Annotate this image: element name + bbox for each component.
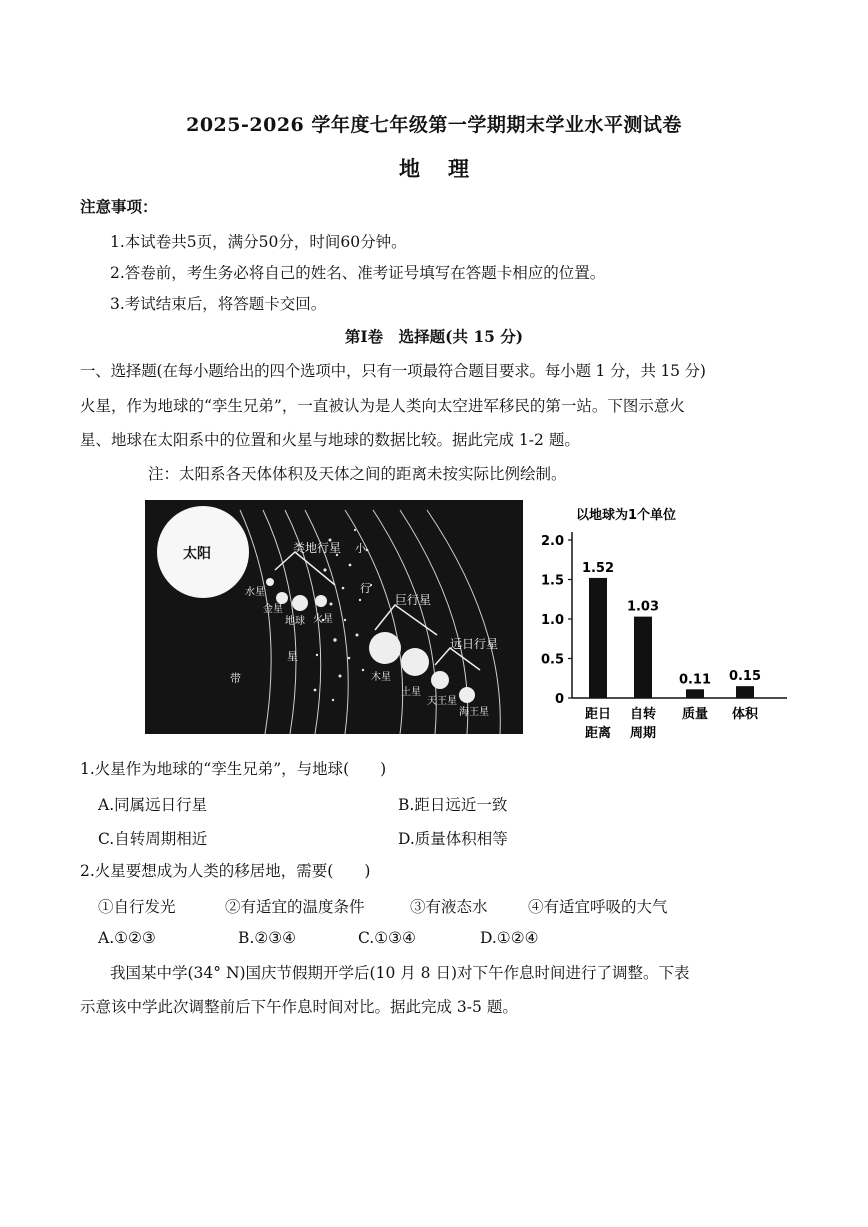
q1-option-b[interactable]: B.距日远近一致 xyxy=(398,796,508,814)
belt-label-3: 星 xyxy=(287,650,298,663)
mars-earth-bar-chart xyxy=(532,495,792,745)
chart-bar xyxy=(686,689,704,698)
sun-label: 太阳 xyxy=(183,546,211,562)
exam-title: 2025-2026 学年度七年级第一学期期末学业水平测试卷 xyxy=(186,114,682,136)
chart-bar xyxy=(736,686,754,698)
solar-system-figure xyxy=(145,500,523,734)
q1-stem: 1.火星作为地球的“孪生兄弟”，与地球( ) xyxy=(80,760,387,778)
subject-title xyxy=(0,153,868,183)
q2-option-d[interactable]: D.①②④ xyxy=(480,929,539,947)
q2-stem: 2.火星要想成为人类的移居地，需要( ) xyxy=(80,862,371,880)
mercury-label: 水星 xyxy=(245,587,265,598)
q2-choice-4: ④有适宜呼吸的大气 xyxy=(528,898,668,916)
subject-char-1: 地 xyxy=(399,156,420,181)
chart-category-label: 距日 xyxy=(584,707,612,722)
chart-y-tick-label: 1.0 xyxy=(540,613,564,628)
chart-y-tick-label: 1.5 xyxy=(540,573,564,589)
chart-data-label: 0.15 xyxy=(728,669,762,685)
belt-label-1: 小 xyxy=(355,542,366,555)
q2-choice-3: ③有液态水 xyxy=(410,898,488,916)
passage2-line-1: 我国某中学(34° N)国庆节假期开学后(10 月 8 日)对下午作息时间进行了调整。下表 xyxy=(110,964,690,982)
chart-data-label: 1.52 xyxy=(581,560,615,576)
chart-category-label: 自转 xyxy=(629,707,657,722)
q2-option-b[interactable]: B.②③④ xyxy=(238,929,297,947)
chart-bar xyxy=(634,617,652,698)
q2-option-c[interactable]: C.①③④ xyxy=(358,929,416,947)
chart-data-label: 0.11 xyxy=(678,672,712,688)
chart-bar xyxy=(589,578,607,698)
passage-line-2: 星、地球在太阳系中的位置和火星与地球的数据比较。据此完成 1-2 题。 xyxy=(80,431,580,449)
jupiter-label: 木星 xyxy=(371,672,391,683)
chart-category-label: 质量 xyxy=(681,707,709,722)
note-item-1: 1.本试卷共5页，满分50分，时间60分钟。 xyxy=(110,233,407,251)
far-label: 远日行星 xyxy=(450,637,499,651)
uranus-label: 天王星 xyxy=(427,696,457,707)
chart-category-label: 体积 xyxy=(731,707,759,722)
chart-y-tick-label: 0.5 xyxy=(540,652,564,668)
chart-category-label-line2: 周期 xyxy=(629,726,657,741)
figure-note: 注：太阳系各天体体积及天体之间的距离未按实际比例绘制。 xyxy=(148,465,567,483)
notes-heading: 注意事项： xyxy=(80,197,158,216)
belt-label-2: 行 xyxy=(360,582,371,595)
q2-option-a[interactable]: A.①②③ xyxy=(98,929,156,947)
subject-char-2: 理 xyxy=(448,156,469,181)
chart-y-tick-label: 2.0 xyxy=(540,534,564,549)
chart-y-tick-label: 0 xyxy=(554,692,564,707)
note-item-3: 3.考试结束后，将答题卡交回。 xyxy=(110,295,327,313)
section-intro: 一、选择题(在每小题给出的四个选项中，只有一项最符合题目要求。每小题 1 分，共 15 分) xyxy=(80,362,706,380)
giant-label: 巨行星 xyxy=(395,593,432,607)
q1-option-c[interactable]: C.自转周期相近 xyxy=(98,830,208,848)
mars-label: 火星 xyxy=(313,614,333,625)
venus-label: 金星 xyxy=(263,604,283,615)
section-heading: 第Ⅰ卷 选择题(共 15 分) xyxy=(344,327,524,346)
saturn-label: 土星 xyxy=(401,687,421,698)
chart-title: 以地球为1个单位 xyxy=(576,508,677,523)
chart-data-label: 1.03 xyxy=(626,599,660,615)
q1-option-d[interactable]: D.质量体积相等 xyxy=(398,830,508,848)
q2-choice-1: ①自行发光 xyxy=(98,898,176,916)
terrestrial-label: 类地行星 xyxy=(293,541,342,555)
belt-label-4: 带 xyxy=(230,672,241,685)
passage2-line-2: 示意该中学此次调整前后下午作息时间对比。据此完成 3-5 题。 xyxy=(80,998,518,1016)
q2-choice-2: ②有适宜的温度条件 xyxy=(225,898,365,916)
note-item-2: 2.答卷前，考生务必将自己的姓名、准考证号填写在答题卡相应的位置。 xyxy=(110,264,606,282)
neptune-label: 海王星 xyxy=(459,707,489,718)
earth-label: 地球 xyxy=(285,616,305,627)
q1-option-a[interactable]: A.同属远日行星 xyxy=(98,796,208,814)
chart-category-label-line2: 距离 xyxy=(584,726,612,741)
passage-line-1: 火星，作为地球的“孪生兄弟”，一直被认为是人类向太空进军移民的第一站。下图示意火 xyxy=(80,397,685,415)
